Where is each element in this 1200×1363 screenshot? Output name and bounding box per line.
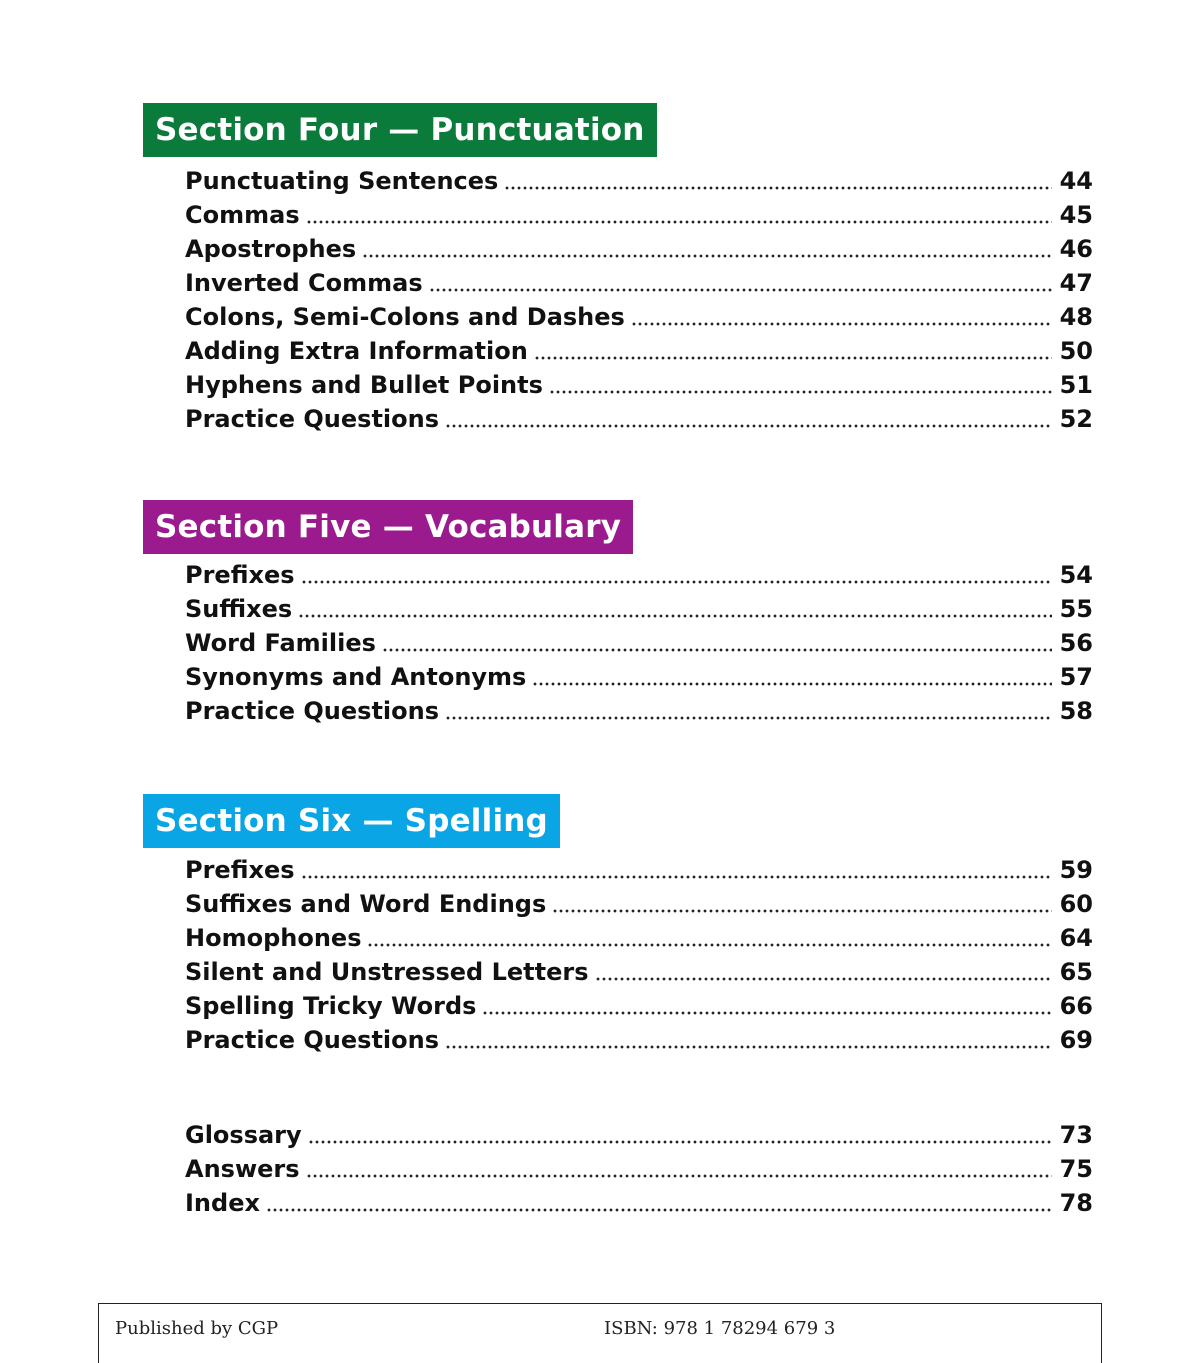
entry-title: Inverted Commas (185, 269, 423, 297)
entry-title: Practice Questions (185, 405, 440, 433)
back-matter-entries (185, 1118, 1093, 1220)
isbn-text: ISBN: 978 1 78294 679 3 (604, 1318, 836, 1339)
entry-page: 66 (1059, 992, 1093, 1020)
entry-page: 44 (1059, 167, 1093, 195)
dot-leader (367, 943, 1051, 948)
dot-leader (298, 614, 1051, 619)
entry-title: Synonyms and Antonyms (185, 663, 527, 691)
toc-entry[interactable] (185, 989, 1093, 1023)
entry-title: Practice Questions (185, 697, 440, 725)
entry-page: 64 (1059, 924, 1093, 952)
toc-entry[interactable] (185, 921, 1093, 955)
toc-entry[interactable] (185, 198, 1093, 232)
toc-entry[interactable] (185, 300, 1093, 334)
entry-title: Colons, Semi-Colons and Dashes (185, 303, 625, 331)
entry-page: 55 (1059, 595, 1093, 623)
dot-leader (382, 648, 1052, 653)
toc-entry[interactable] (185, 368, 1093, 402)
toc-entry[interactable] (185, 334, 1093, 368)
entry-title: Suffixes and Word Endings (185, 890, 547, 918)
entry-title: Prefixes (185, 561, 295, 589)
entry-title: Apostrophes (185, 235, 357, 263)
toc-entry[interactable] (185, 592, 1093, 626)
toc-entry[interactable] (185, 1118, 1093, 1152)
toc-entry[interactable] (185, 853, 1093, 887)
entry-page: 54 (1059, 561, 1093, 589)
dot-leader (445, 1045, 1052, 1050)
toc-entry[interactable] (185, 558, 1093, 592)
dot-leader (301, 875, 1052, 880)
dot-leader (306, 220, 1052, 225)
entry-page: 57 (1059, 663, 1093, 691)
dot-leader (445, 716, 1052, 721)
entry-page: 78 (1059, 1189, 1093, 1217)
dot-leader (552, 909, 1051, 914)
entry-title: Suffixes (185, 595, 293, 623)
dot-leader (631, 322, 1052, 327)
entry-title: Silent and Unstressed Letters (185, 958, 589, 986)
section-four-entries (185, 164, 1093, 436)
dot-leader (301, 580, 1052, 585)
dot-leader (534, 356, 1052, 361)
toc-entry[interactable] (185, 626, 1093, 660)
entry-title: Index (185, 1189, 260, 1217)
entry-page: 75 (1059, 1155, 1093, 1183)
section-four-header: Section Four — Punctuation (143, 103, 657, 157)
entry-page: 59 (1059, 856, 1093, 884)
entry-page: 50 (1059, 337, 1093, 365)
entry-title: Answers (185, 1155, 300, 1183)
dot-leader (306, 1174, 1052, 1179)
dot-leader (549, 390, 1052, 395)
toc-entry[interactable] (185, 1152, 1093, 1186)
entry-title: Spelling Tricky Words (185, 992, 477, 1020)
dot-leader (482, 1011, 1051, 1016)
toc-entry[interactable] (185, 402, 1093, 436)
toc-entry[interactable] (185, 1186, 1093, 1220)
entry-title: Practice Questions (185, 1026, 440, 1054)
entry-title: Hyphens and Bullet Points (185, 371, 543, 399)
entry-title: Glossary (185, 1121, 302, 1149)
entry-title: Adding Extra Information (185, 337, 528, 365)
dot-leader (504, 186, 1051, 191)
entry-page: 46 (1059, 235, 1093, 263)
toc-entry[interactable] (185, 887, 1093, 921)
dot-leader (445, 424, 1052, 429)
dot-leader (532, 682, 1051, 687)
section-six-header: Section Six — Spelling (143, 794, 560, 848)
entry-page: 51 (1059, 371, 1093, 399)
entry-page: 69 (1059, 1026, 1093, 1054)
entry-title: Prefixes (185, 856, 295, 884)
toc-entry[interactable] (185, 232, 1093, 266)
dot-leader (308, 1140, 1052, 1145)
entry-title: Commas (185, 201, 300, 229)
entry-title: Punctuating Sentences (185, 167, 499, 195)
dot-leader (429, 288, 1052, 293)
entry-page: 52 (1059, 405, 1093, 433)
entry-page: 48 (1059, 303, 1093, 331)
footer-box (98, 1303, 1102, 1363)
entry-title: Homophones (185, 924, 362, 952)
toc-entry[interactable] (185, 660, 1093, 694)
section-six-entries (185, 853, 1093, 1057)
entry-page: 56 (1059, 629, 1093, 657)
dot-leader (266, 1208, 1052, 1213)
toc-entry[interactable] (185, 955, 1093, 989)
toc-entry[interactable] (185, 1023, 1093, 1057)
entry-page: 58 (1059, 697, 1093, 725)
entry-page: 73 (1059, 1121, 1093, 1149)
entry-page: 60 (1059, 890, 1093, 918)
entry-page: 65 (1059, 958, 1093, 986)
dot-leader (595, 977, 1052, 982)
entry-page: 47 (1059, 269, 1093, 297)
section-five-entries (185, 558, 1093, 728)
toc-entry[interactable] (185, 266, 1093, 300)
toc-entry[interactable] (185, 164, 1093, 198)
dot-leader (362, 254, 1051, 259)
entry-title: Word Families (185, 629, 376, 657)
toc-entry[interactable] (185, 694, 1093, 728)
entry-page: 45 (1059, 201, 1093, 229)
section-five-header: Section Five — Vocabulary (143, 500, 633, 554)
publisher-text: Published by CGP (115, 1318, 279, 1339)
